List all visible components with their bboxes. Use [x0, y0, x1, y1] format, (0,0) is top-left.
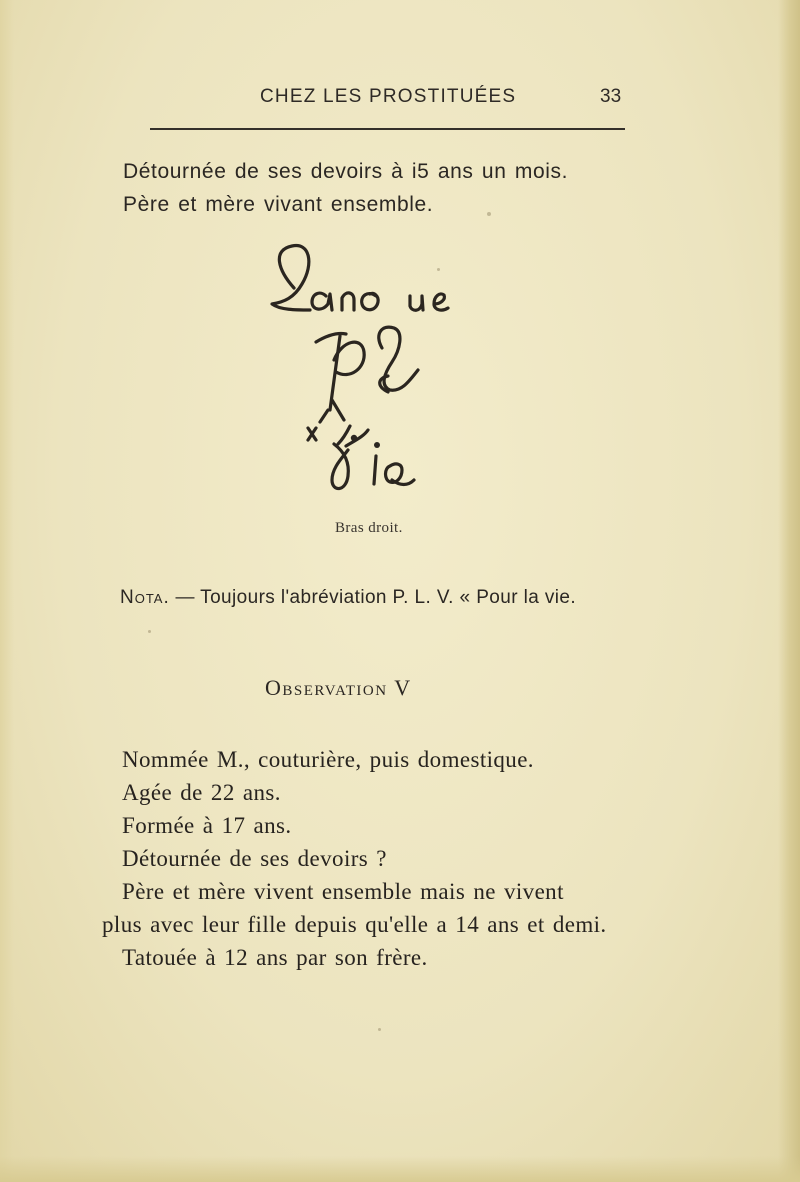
intro-line-2: Père et mère vivant ensemble. [123, 193, 434, 216]
header-rule [150, 128, 625, 130]
observation-line-2: Agée de 22 ans. [122, 780, 281, 805]
observation-line-1: Nommée M., couturière, puis domestique. [122, 747, 534, 772]
observation-line-6: plus avec leur fille depuis qu'elle a 14 ans et demi. [102, 912, 607, 937]
tattoo-drawing [250, 240, 510, 510]
running-title: CHEZ LES PROSTITUÉES [260, 86, 517, 107]
nota-paragraph [120, 587, 576, 609]
page-number: 33 [600, 86, 622, 107]
paper-speck [378, 1028, 381, 1031]
nota-label: Nota. [120, 587, 170, 608]
figure-caption: Bras droit. [335, 520, 403, 536]
observation-line-3: Formée à 17 ans. [122, 813, 292, 838]
page-edge-right [778, 0, 800, 1182]
observation-heading: Observation V [265, 675, 412, 700]
intro-line-1: Détournée de ses devoirs à i5 ans un mois. [123, 160, 569, 183]
observation-line-5: Père et mère vivent ensemble mais ne vivent [122, 879, 564, 904]
page-edge-bottom [0, 1156, 800, 1182]
page-edge-left [0, 0, 14, 1182]
observation-line-7: Tatouée à 12 ans par son frère. [122, 945, 428, 970]
paper-speck [148, 630, 151, 633]
nota-text: — Toujours l'abréviation P. L. V. « Pour la vie. [169, 587, 577, 608]
paper-speck [487, 212, 491, 216]
observation-line-4: Détournée de ses devoirs ? [122, 846, 387, 871]
